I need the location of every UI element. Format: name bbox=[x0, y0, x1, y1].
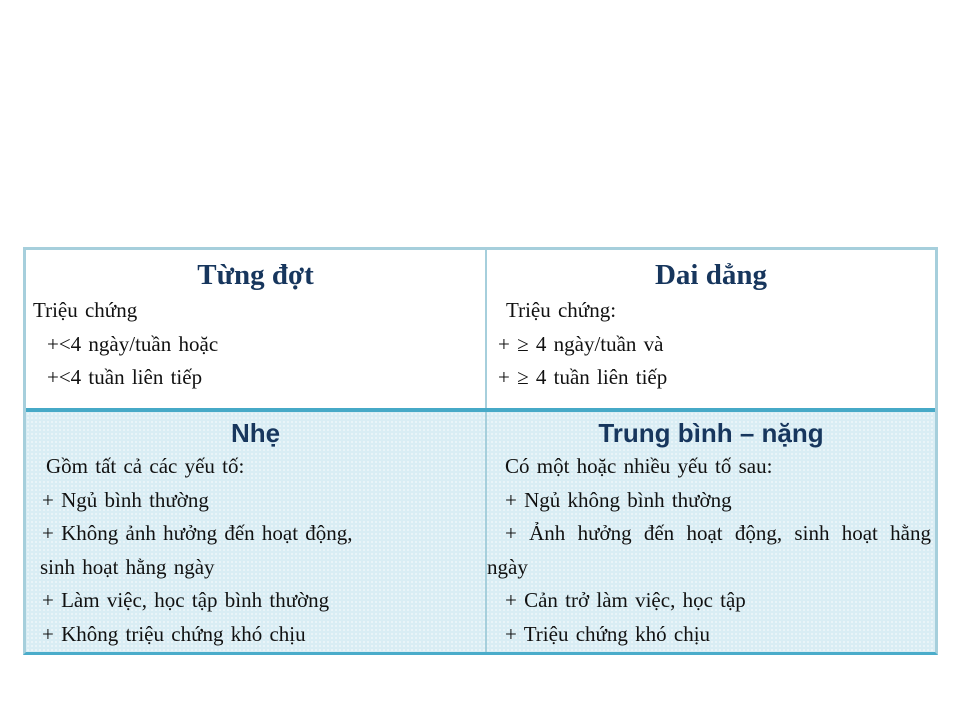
cell-moderate-severe bbox=[487, 412, 935, 652]
cell-header-intermittent: Từng đợt bbox=[197, 259, 314, 291]
table-row-severity bbox=[26, 412, 935, 652]
cell-line: + Không triệu chứng khó chịu bbox=[42, 621, 306, 646]
cell-line: + Ảnh hưởng đến hoạt động, sinh hoạt hằng bbox=[505, 521, 931, 545]
cell-line: + Không ảnh hưởng đến hoạt động, bbox=[42, 521, 353, 545]
classification-table bbox=[23, 247, 938, 655]
cell-line: + Triệu chứng khó chịu bbox=[505, 621, 711, 646]
cell-line: + Ngủ không bình thường bbox=[505, 487, 732, 512]
cell-line: + ≥ 4 tuần liên tiếp bbox=[498, 365, 668, 389]
cell-mild bbox=[26, 412, 487, 652]
cell-line: +<4 ngày/tuần hoặc bbox=[47, 331, 219, 356]
cell-header-moderate-severe: Trung bình – nặng bbox=[598, 418, 824, 448]
cell-persistent bbox=[487, 250, 935, 408]
cell-line: Triệu chứng: bbox=[506, 298, 617, 322]
cell-line: sinh hoạt hằng ngày bbox=[40, 554, 215, 579]
cell-line: +<4 tuần liên tiếp bbox=[47, 365, 203, 389]
cell-line: Triệu chứng bbox=[33, 298, 138, 322]
cell-header-persistent: Dai dẳng bbox=[654, 259, 767, 291]
cell-line: Có một hoặc nhiều yếu tố sau: bbox=[505, 454, 773, 478]
cell-intermittent bbox=[26, 250, 487, 408]
cell-line: + Cản trở làm việc, học tập bbox=[505, 588, 746, 612]
table-row-duration bbox=[26, 250, 935, 412]
cell-header-mild: Nhẹ bbox=[230, 418, 281, 448]
cell-line: ngày bbox=[487, 554, 528, 579]
cell-line: + Làm việc, học tập bình thường bbox=[42, 588, 330, 612]
cell-line: + Ngủ bình thường bbox=[42, 487, 209, 512]
cell-line: Gồm tất cả các yếu tố: bbox=[46, 454, 245, 478]
cell-line: + ≥ 4 ngày/tuần và bbox=[498, 331, 664, 356]
